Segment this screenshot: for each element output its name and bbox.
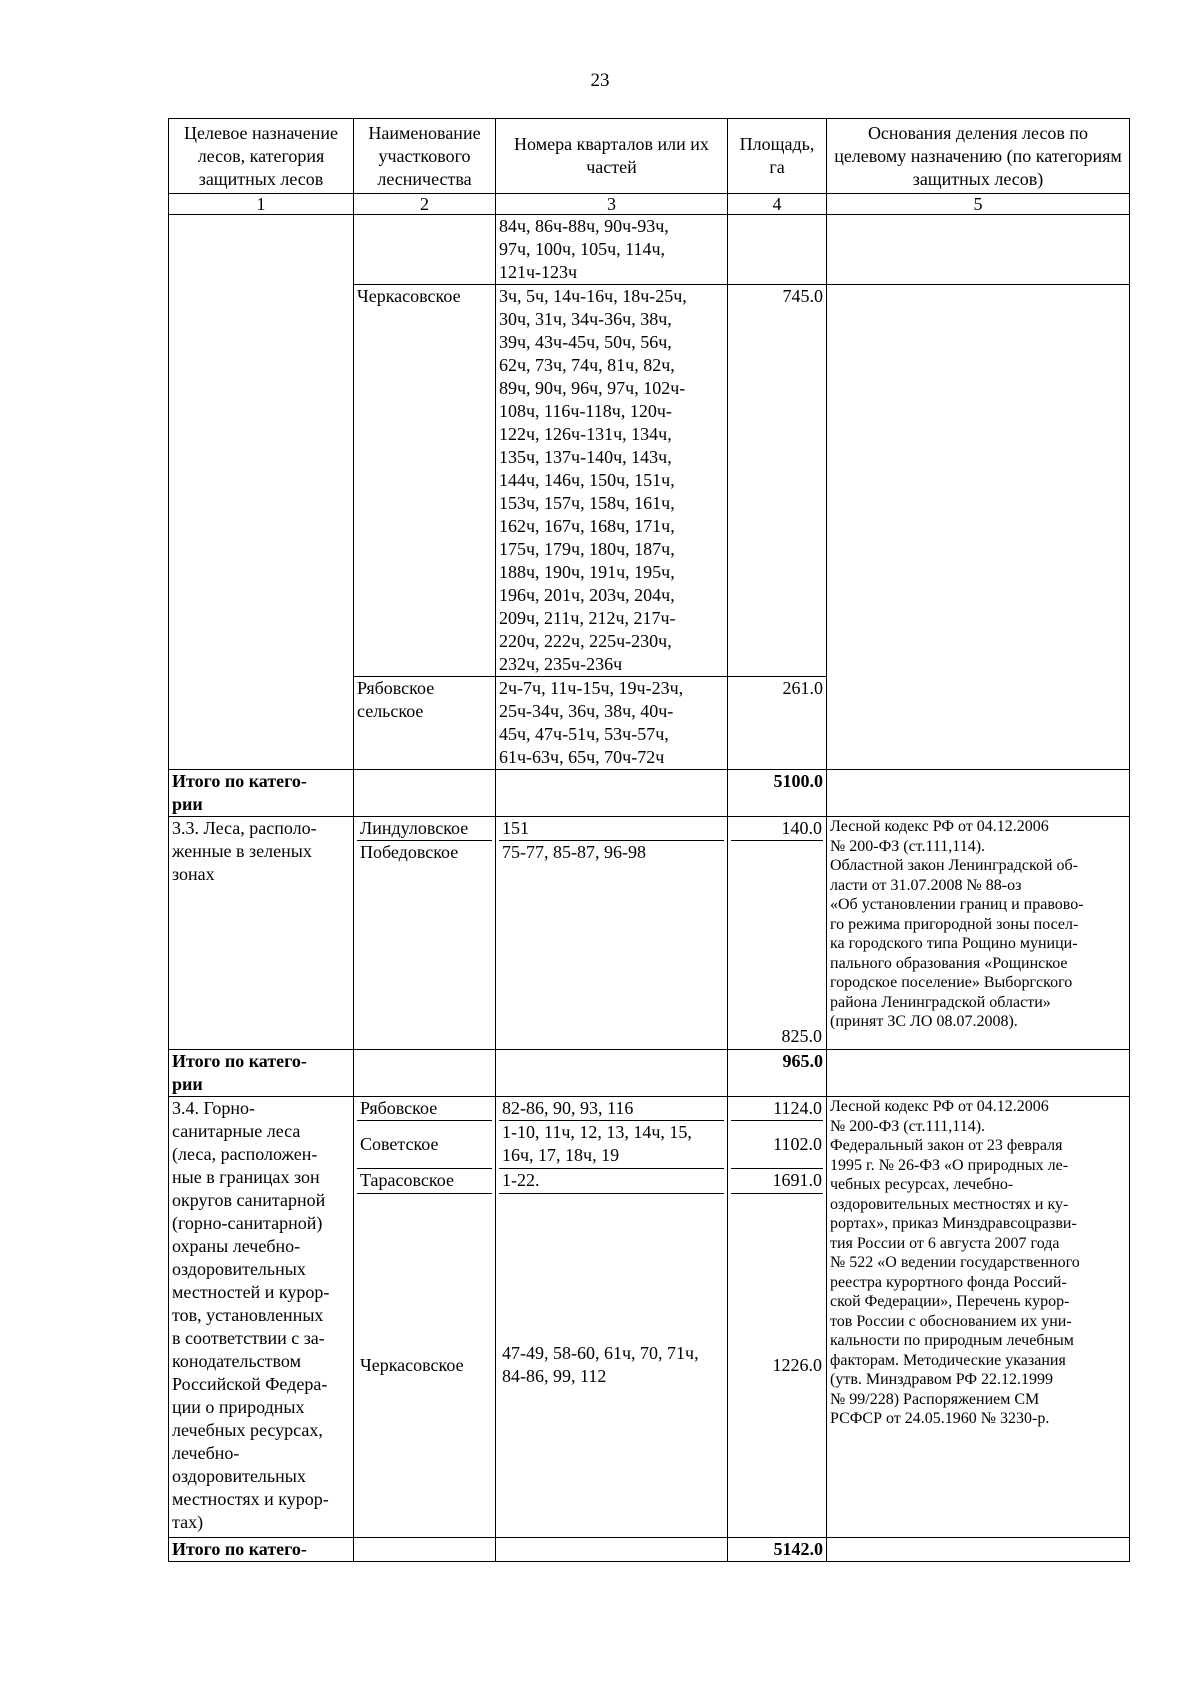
forestry-cell: Победовское (360, 842, 459, 862)
basis-cell: Лесной кодекс РФ от 04.12.2006 № 200-ФЗ (ст.111,114). Федеральный закон от 23 февраля 1995 г. № 26-ФЗ «О природных ле- чебных ресурсах, лечебно- оздоровительных местностях и ку- рортах», приказ Минздравсоцразви- тия России от 6 августа 2007 года № 522 «О ведении государственного реестра курортного фонда Россий- ской Федерации», Перечень курор- тов России с обоснованием их уни- кальности по природным лечебным факторам. Методические указания (утв. Минздравом РФ 22.12.1999 № 99/228) Распоряжением СМ РСФСР от 24.05.1960 № 3230-р. (827, 1097, 1130, 1538)
area-cell: 825.0 (781, 1026, 822, 1046)
forestry-cell: Черкасовское (354, 285, 496, 677)
forestry-cell: Советское (357, 1121, 492, 1169)
column-number: 2 (354, 194, 496, 215)
quarters-cell: 1-10, 11ч, 12, 13, 14ч, 15, 16ч, 17, 18ч, 19 (499, 1121, 724, 1169)
category-total-row (169, 1050, 1130, 1097)
total-label: Итого по катего- рии (169, 770, 354, 817)
quarters-cell: 2ч-7ч, 11ч-15ч, 19ч-23ч, 25ч-34ч, 36ч, 38ч, 40ч- 45ч, 47ч-51ч, 53ч-57ч, 61ч-63ч, 65ч, 70ч-72ч (496, 677, 728, 770)
column-number: 5 (827, 194, 1130, 215)
area-cell: 1691.0 (731, 1169, 823, 1194)
header-basis: Основания деления лесов по целевому назначению (по категориям защитных лесов) (827, 119, 1130, 194)
header-area: Площадь, га (728, 119, 827, 194)
forestry-cell: Черкасовское (360, 1355, 464, 1375)
basis-cell: Лесной кодекс РФ от 04.12.2006 № 200-ФЗ (ст.111,114). Областной закон Ленинградской об- ласти от 31.07.2008 № 88-оз «Об установлении границ и правово- го режима пригородной зоны посел- ка городского типа Рощино муници- пального образования «Рощинское городское поселение» Выборгского района Ленинградской области» (принят ЗС ЛО 08.07.2008). (827, 817, 1130, 1050)
quarters-cell: 47-49, 58-60, 61ч, 70, 71ч, 84-86, 99, 112 (502, 1343, 699, 1386)
table-row (169, 215, 1130, 285)
quarters-cell: 151 (499, 817, 724, 841)
quarters-stack (496, 817, 728, 1050)
forestry-cell (354, 215, 496, 285)
category-row-green-zones (169, 817, 1130, 1050)
area-cell (728, 215, 827, 285)
total-area: 965.0 (728, 1050, 827, 1097)
total-area: 5100.0 (728, 770, 827, 817)
category-cell: 3.4. Горно- санитарные леса (леса, расположен- ные в границах зон округов санитарной (горно-санитарной) охраны лечебно- оздоровительных местностей и курор- тов, установленных в соответствии с за- конодательством Российской Федера- ции о природных лечебных ресурсах, лечебно- оздоровительных местностях и курор- тах) (169, 1097, 354, 1538)
category-row-sanitary (169, 1097, 1130, 1538)
table-column-numbers-row (169, 194, 1130, 215)
category-total-row (169, 770, 1130, 817)
quarters-cell: 75-77, 85-87, 96-98 (502, 842, 646, 862)
area-cell: 1226.0 (772, 1355, 822, 1375)
area-cell: 745.0 (728, 285, 827, 677)
forestry-stack (354, 1097, 496, 1538)
quarters-cell: 84ч, 86ч-88ч, 90ч-93ч, 97ч, 100ч, 105ч, 114ч, 121ч-123ч (496, 215, 728, 285)
column-number: 4 (728, 194, 827, 215)
total-label: Итого по катего- рии (169, 1050, 354, 1097)
quarters-cell: 1-22. (499, 1169, 724, 1194)
area-stack (728, 817, 827, 1050)
forestry-cell: Линдуловское (357, 817, 492, 841)
quarters-stack (496, 1097, 728, 1538)
forestry-cell: Рябовское сельское (354, 677, 496, 770)
header-quarters: Номера кварталов или их частей (496, 119, 728, 194)
category-total-row (169, 1538, 1130, 1562)
total-area: 5142.0 (728, 1538, 827, 1562)
area-cell: 1102.0 (731, 1121, 823, 1169)
area-cell: 140.0 (731, 817, 823, 841)
header-forestry: Наименование участкового лесничества (354, 119, 496, 194)
basis-cell (827, 285, 1130, 770)
forestry-cell: Рябовское (357, 1097, 492, 1121)
page-number: 23 (590, 70, 610, 91)
area-stack (728, 1097, 827, 1538)
forestry-stack (354, 817, 496, 1050)
category-cell: 3.3. Леса, располо- женные в зеленых зонах (169, 817, 354, 1050)
table-header-row (169, 119, 1130, 194)
column-number: 1 (169, 194, 354, 215)
forestry-cell: Тарасовское (357, 1169, 492, 1194)
area-cell: 1124.0 (731, 1097, 823, 1121)
column-number: 3 (496, 194, 728, 215)
quarters-cell: 82-86, 90, 93, 116 (499, 1097, 724, 1121)
total-label: Итого по катего- (169, 1538, 354, 1562)
basis-cell (827, 215, 1130, 285)
category-cell-continued (169, 215, 354, 770)
quarters-cell: 3ч, 5ч, 14ч-16ч, 18ч-25ч, 30ч, 31ч, 34ч-36ч, 38ч, 39ч, 43ч-45ч, 50ч, 56ч, 62ч, 73ч, 74ч, 81ч, 82ч, 89ч, 90ч, 96ч, 97ч, 102ч- 108ч, 116ч-118ч, 120ч- 122ч, 126ч-131ч, 134ч, 135ч, 137ч-140ч, 143ч, 144ч, 146ч, 150ч, 151ч, 153ч, 157ч, 158ч, 161ч, 162ч, 167ч, 168ч, 171ч, 175ч, 179ч, 180ч, 187ч, 188ч, 190ч, 191ч, 195ч, 196ч, 201ч, 203ч, 204ч, 209ч, 211ч, 212ч, 217ч- 220ч, 222ч, 225ч-230ч, 232ч, 235ч-236ч (496, 285, 728, 677)
header-purpose: Целевое назначение лесов, категория защитных лесов (169, 119, 354, 194)
forest-purpose-table (168, 118, 1130, 1562)
area-cell: 261.0 (728, 677, 827, 770)
